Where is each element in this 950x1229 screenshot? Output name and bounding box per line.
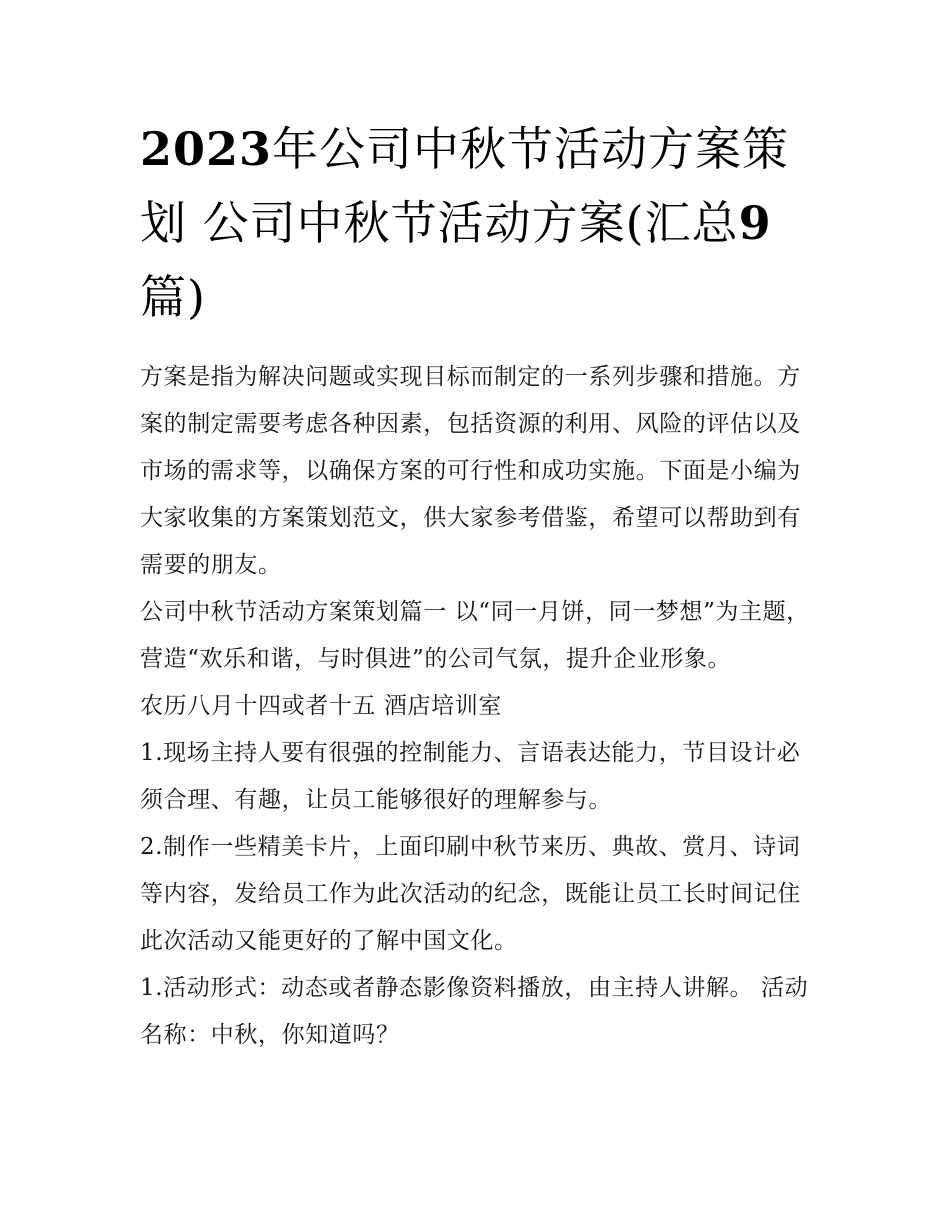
document-body xyxy=(140,354,812,1059)
card-paragraph: 2.制作一些精美卡片，上面印刷中秋节来历、典故、赏月、诗词等内容，发给员工作为此次活动的纪念，既能让员工长时间记住此次活动又能更好的了解中国文化。 xyxy=(140,834,801,954)
title-text: 年公司中秋节活动方案策划 公司中秋节活动方案(汇总 xyxy=(140,122,790,250)
title-end: 篇) xyxy=(140,270,206,324)
host-requirement-paragraph: 1.现场主持人要有很强的控制能力、言语表达能力，节目设计必须合理、有趣，让员工能够很好的理解参与。 xyxy=(140,740,801,813)
title-count: 9 xyxy=(738,196,772,250)
title-year: 2023 xyxy=(140,122,273,176)
document-page xyxy=(140,112,812,1059)
intro-paragraph: 方案是指为解决问题或实现目标而制定的一系列步骤和措施。方案的制定需要考虑各种因素，包括资源的利用、风险的评估以及市场的需求等，以确保方案的可行性和成功实施。下面是小编为大家收集的方案策划范文，供大家参考借鉴，希望可以帮助到有需要的朋友。 xyxy=(140,364,801,578)
time-place-paragraph: 农历八月十四或者十五 酒店培训室 xyxy=(140,693,502,719)
activity-form-paragraph: 1.活动形式：动态或者静态影像资料播放，由主持人讲解。 活动名称：中秋，你知道吗？ xyxy=(140,975,809,1048)
document-title xyxy=(140,112,812,334)
theme-paragraph: 公司中秋节活动方案策划篇一 以“同一月饼，同一梦想”为主题，营造“欢乐和谐，与时俱进”的公司气氛，提升企业形象。 xyxy=(140,599,810,672)
